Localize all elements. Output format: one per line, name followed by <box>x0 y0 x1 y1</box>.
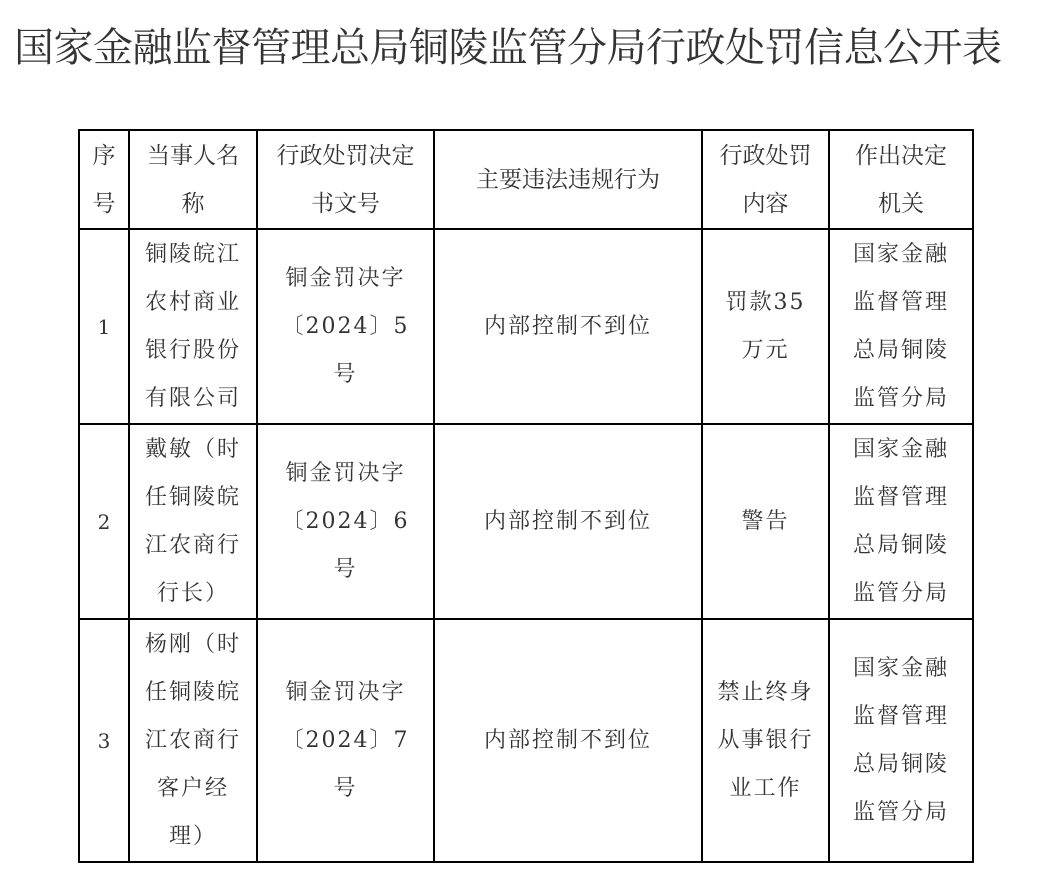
cell-penalty: 罚款35万元 <box>702 229 829 424</box>
cell-doc-no: 铜金罚决字〔2024〕7号 <box>257 619 434 862</box>
page-title: 国家金融监督管理总局铜陵监管分局行政处罚信息公开表 <box>14 25 1002 71</box>
table-row <box>79 619 973 862</box>
cell-party: 铜陵皖江农村商业银行股份有限公司 <box>129 229 257 424</box>
cell-doc-no: 铜金罚决字〔2024〕6号 <box>257 424 434 619</box>
cell-authority: 国家金融监督管理总局铜陵监管分局 <box>829 619 973 862</box>
cell-violation: 内部控制不到位 <box>434 619 702 862</box>
cell-party: 戴敏（时任铜陵皖江农商行行长） <box>129 424 257 619</box>
cell-authority: 国家金融监督管理总局铜陵监管分局 <box>829 424 973 619</box>
header-penalty: 行政处罚内容 <box>702 130 829 229</box>
cell-seq: 3 <box>79 619 129 862</box>
table-row <box>79 424 973 619</box>
table-header-row <box>79 130 973 229</box>
cell-seq: 2 <box>79 424 129 619</box>
header-doc-no: 行政处罚决定书文号 <box>257 130 434 229</box>
table-row <box>79 229 973 424</box>
cell-doc-no: 铜金罚决字〔2024〕5号 <box>257 229 434 424</box>
cell-party: 杨刚（时任铜陵皖江农商行客户经理） <box>129 619 257 862</box>
header-violation: 主要违法违规行为 <box>434 130 702 229</box>
header-authority: 作出决定机关 <box>829 130 973 229</box>
cell-violation: 内部控制不到位 <box>434 424 702 619</box>
cell-penalty: 警告 <box>702 424 829 619</box>
cell-seq: 1 <box>79 229 129 424</box>
cell-violation: 内部控制不到位 <box>434 229 702 424</box>
cell-penalty: 禁止终身从事银行业工作 <box>702 619 829 862</box>
penalty-info-table <box>78 129 974 863</box>
header-party: 当事人名称 <box>129 130 257 229</box>
cell-authority: 国家金融监督管理总局铜陵监管分局 <box>829 229 973 424</box>
header-seq: 序号 <box>79 130 129 229</box>
